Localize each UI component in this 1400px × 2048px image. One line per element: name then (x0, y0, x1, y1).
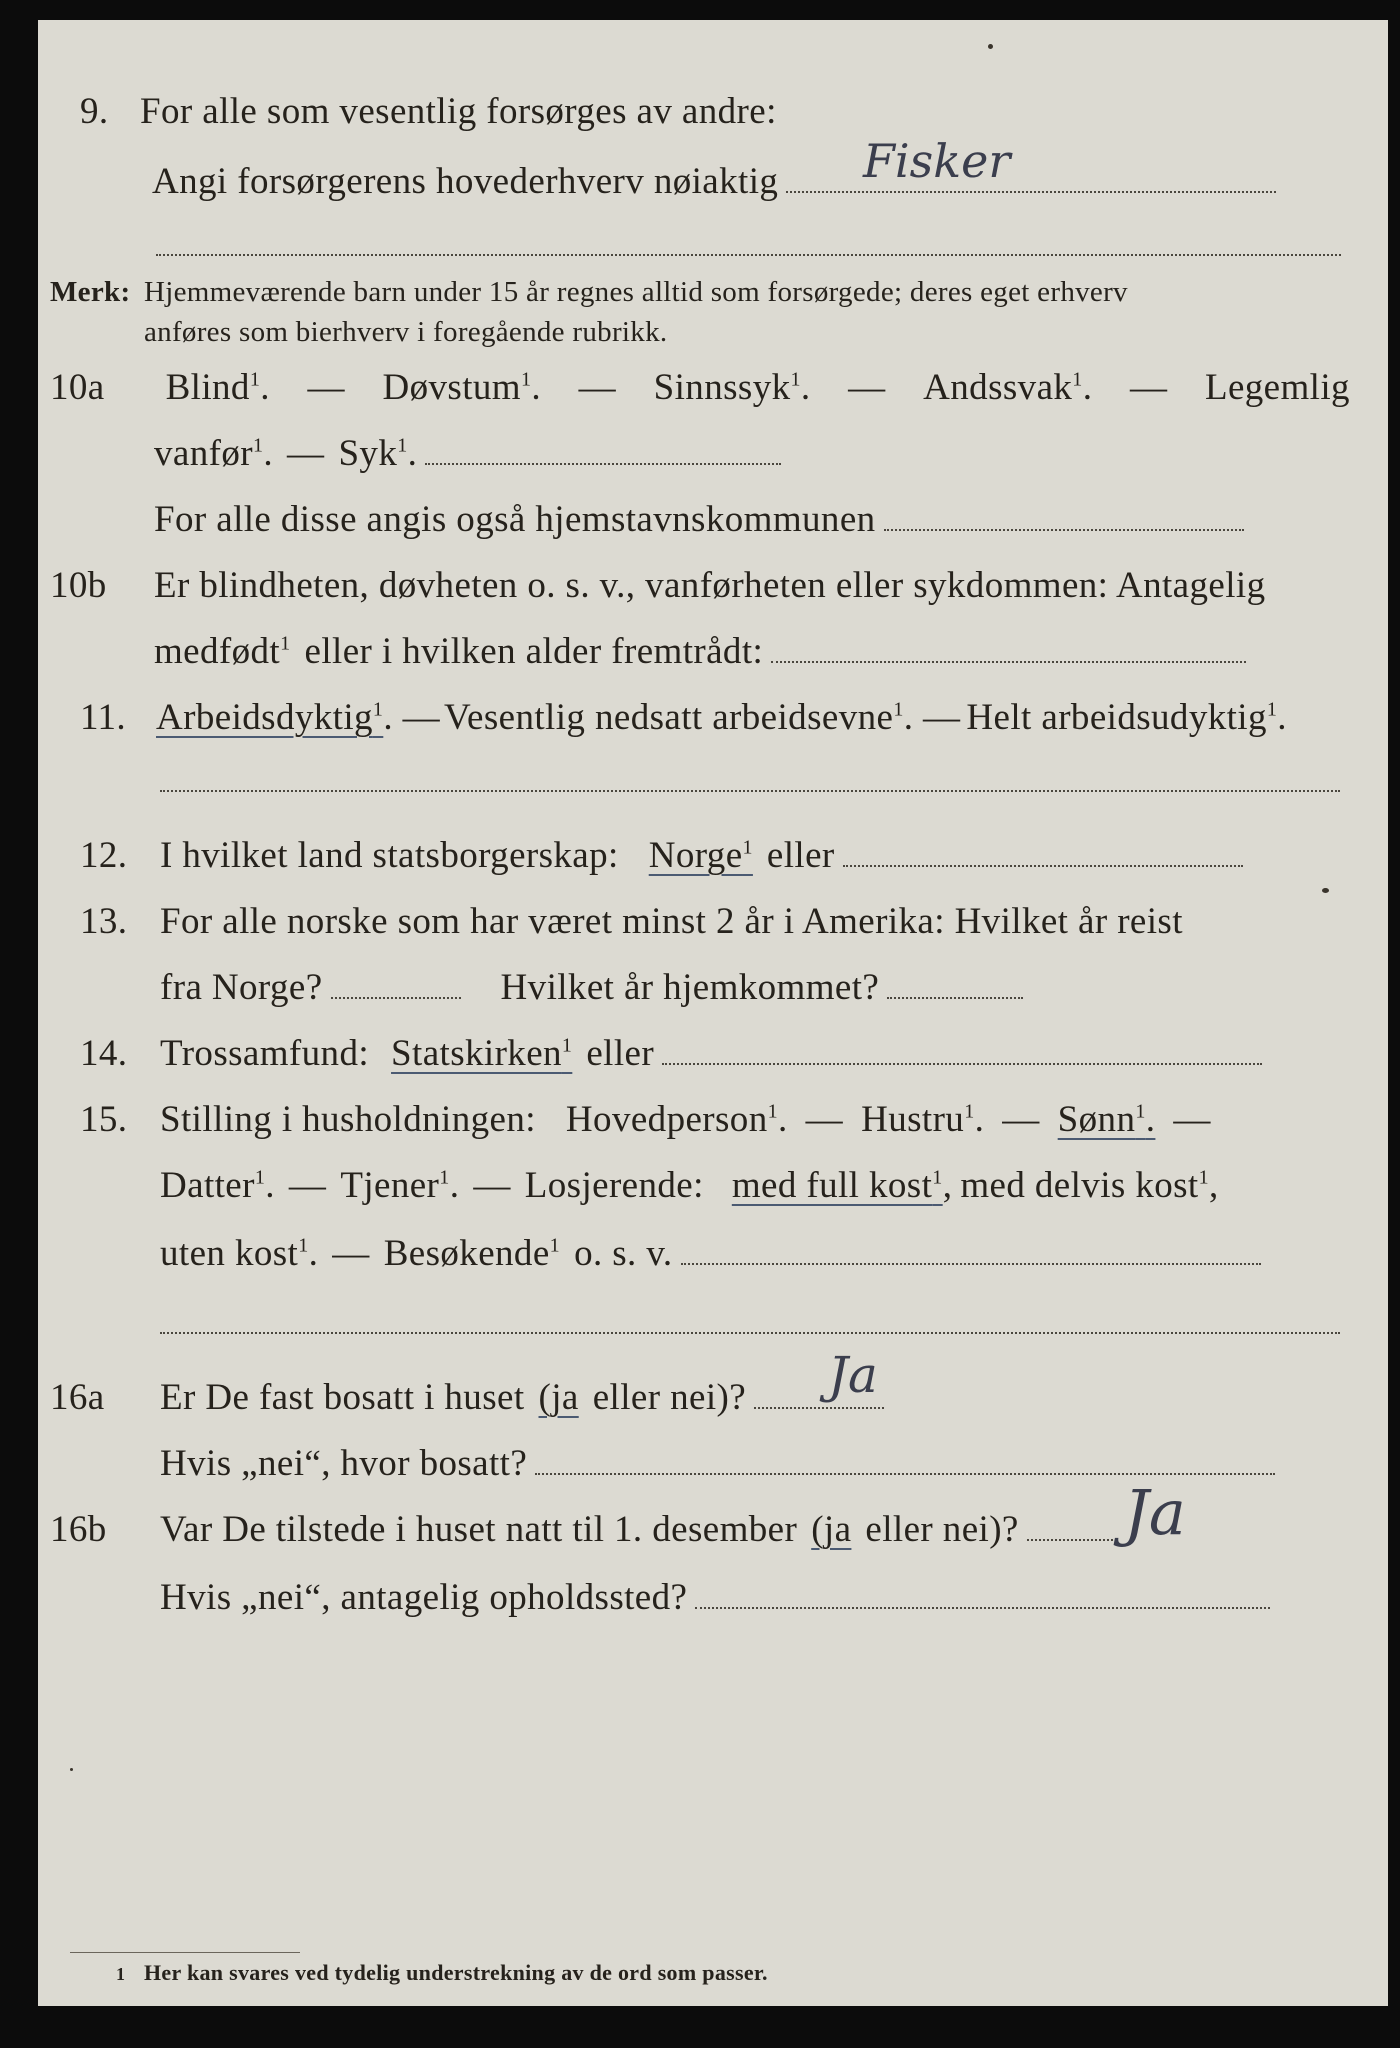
q9-line2 (152, 160, 1276, 203)
q10a-dash-5: — (287, 433, 325, 474)
footnote (116, 1960, 768, 1986)
q9-question-detail: Angi forsørgerens hovederhverv nøiaktig (152, 161, 779, 202)
q15-extra-line[interactable] (160, 1332, 1340, 1334)
q10b-medfodt: medfødt$^1$ (154, 631, 291, 672)
q10a-hjemstavn-line[interactable] (884, 529, 1244, 531)
q11-udyktig: Helt arbeidsudyktig$^1$. (966, 697, 1287, 738)
q10a-dash-3: — (848, 367, 886, 408)
q15-dash-3: — (1173, 1099, 1211, 1140)
q16a-hvor-bosatt: Hvis „nei“, hvor bosatt? (160, 1443, 528, 1484)
q10a-line2 (154, 432, 781, 475)
q15-datter: Datter$^1$. (160, 1165, 275, 1206)
q10a-hjemstavn-question: For alle disse angis også hjemstavnskommunen (154, 499, 876, 540)
q13-reist-line[interactable] (331, 997, 461, 999)
q10b-number: 10b (50, 565, 107, 606)
q14-answer-line[interactable] (662, 1063, 1262, 1065)
q14-number: 14. (80, 1033, 128, 1074)
q16b-eller-nei: eller nei)? (865, 1509, 1019, 1550)
q15-hovedperson: Hovedperson$^1$. (565, 1099, 788, 1140)
q15-hustru: Hustru$^1$. (861, 1099, 985, 1140)
q9-question: For alle som vesentlig forsørges av andre: (140, 91, 777, 132)
q12-eller: eller (766, 835, 835, 876)
q10a-number: 10a (50, 367, 105, 408)
q13-question: For alle norske som har været minst 2 år i Amerika: Hvilket år reist (160, 901, 1183, 942)
merk-line1: Hjemmeværende barn under 15 år regnes alltid som forsørgede; deres eget erhverv (144, 276, 1128, 308)
q14-statskirken-underlined: Statskirken$^1$ (391, 1033, 573, 1074)
census-form-page (38, 20, 1388, 2006)
q15-full-kost-underlined: med full kost$^1$ (731, 1165, 943, 1206)
footnote-mark: 1 (116, 1964, 126, 1984)
q10a-dovstum: Døvstum$^1$. (382, 367, 542, 408)
q15-answer-line[interactable] (681, 1263, 1261, 1265)
q16a-line2 (160, 1442, 1275, 1485)
q16a-line1 (50, 1376, 884, 1419)
q13-hjemkommet-line[interactable] (887, 997, 1023, 999)
q16b-ja-underlined: (ja (811, 1509, 852, 1550)
q15-dash-2: — (1002, 1099, 1040, 1140)
q11-arbeidsdyktig-underlined: Arbeidsdyktig$^1$ (156, 697, 384, 738)
q15-dash-4: — (288, 1165, 327, 1206)
merk-note (50, 272, 1128, 352)
q16a-bosatt-line[interactable] (535, 1473, 1275, 1475)
q10b-alder: eller i hvilken alder fremtrådt: (304, 631, 764, 672)
q16b-line2 (160, 1576, 1270, 1619)
q10a-legemlig: Legemlig (1204, 367, 1350, 408)
q12-answer-line[interactable] (843, 865, 1243, 867)
q12-line (80, 834, 1243, 877)
q16b-answer-line[interactable] (1027, 1539, 1117, 1541)
q11-number: 11. (80, 697, 127, 738)
q10a-andssvak: Andssvak$^1$. (923, 367, 1093, 408)
q15-lead: Stilling i husholdningen: (160, 1099, 536, 1140)
q15-dash-1: — (805, 1099, 844, 1140)
q10a-dash-4: — (1129, 367, 1168, 408)
footnote-text: Her kan svares ved tydelig understrekning av de ord som passer. (144, 1960, 768, 1985)
q10a-answer-line[interactable] (425, 463, 781, 465)
q9-handwritten-answer: Fisker (863, 134, 1011, 188)
q16b-opholdssted-line[interactable] (695, 1607, 1270, 1609)
q9-line1 (80, 90, 777, 133)
q15-dash-6: — (332, 1233, 370, 1274)
q11-extra-line[interactable] (160, 790, 1340, 792)
paper-speck (70, 1768, 73, 1771)
q15-line3 (160, 1232, 1261, 1275)
q15-sonn-underlined: Sønn$^1$. (1057, 1099, 1156, 1140)
q16b-opholdssted: Hvis „nei“, antagelig opholdssted? (160, 1577, 688, 1618)
q10b-question: Er blindheten, døvheten o. s. v., vanførheten eller sykdommen: Antagelig (154, 565, 1266, 606)
q9-answer-line[interactable] (786, 191, 1276, 193)
q11-line: 11. Arbeidsdyktig$^1$ . — Vesentlig nedsatt arbeidsevne$^1$ . — Helt arbeidsudyktig$^1$. (80, 697, 1287, 738)
footnote-rule (70, 1952, 300, 1953)
merk-label: Merk: (50, 276, 131, 308)
q15-number: 15. (80, 1099, 128, 1140)
q15-line1 (80, 1098, 1342, 1141)
q10a-syk: Syk$^1$. (338, 433, 418, 474)
q15-delvis-kost: med delvis kost$^1$, (960, 1165, 1219, 1206)
q10a-sinnssyk: Sinnssyk$^1$. (653, 367, 811, 408)
q10b-line1 (50, 564, 1265, 607)
q16a-handwritten-answer: Ja (828, 1346, 878, 1404)
q16b-question: Var De tilstede i huset natt til 1. desember (160, 1509, 798, 1550)
q15-losjerende: Losjerende: (524, 1165, 704, 1206)
q10a-line3 (154, 498, 1244, 541)
q15-line2: Datter$^1$. — Tjener$^1$. — Losjerende: med full kost$^1$ , med delvis kost$^1$, (160, 1165, 1219, 1206)
q16a-eller-nei: eller nei)? (592, 1377, 747, 1418)
q9-extra-line[interactable] (156, 254, 1341, 256)
q12-question: I hvilket land statsborgerskap: (160, 835, 619, 876)
q13-line1 (80, 900, 1183, 943)
q13-line2 (160, 966, 1023, 1009)
q14-question: Trossamfund: (160, 1033, 370, 1074)
q16a-number: 16a (50, 1377, 105, 1418)
q14-eller: eller (586, 1033, 655, 1074)
q16a-question: Er De fast bosatt i huset (160, 1377, 525, 1418)
q15-uten-kost: uten kost$^1$. (160, 1233, 319, 1274)
q13-number: 13. (80, 901, 128, 942)
q13-hjemkommet: Hvilket år hjemkommet? (500, 967, 880, 1008)
q12-number: 12. (80, 835, 128, 876)
q14-line (80, 1032, 1262, 1075)
q10b-line2 (154, 630, 1246, 673)
q9-number: 9. (80, 91, 109, 132)
q10b-answer-line[interactable] (771, 661, 1246, 663)
q16b-handwritten-answer: Ja (1124, 1476, 1186, 1549)
q10a-dash-1: — (307, 367, 345, 408)
q11-nedsatt: Vesentlig nedsatt arbeidsevne$^1$ (444, 697, 904, 738)
q10a-dash-2: — (578, 367, 617, 408)
q13-reist: fra Norge? (160, 967, 323, 1008)
q16a-answer-line[interactable] (754, 1407, 884, 1409)
q12-norge-underlined: Norge$^1$ (648, 835, 753, 876)
paper-speck (1322, 888, 1329, 893)
q15-osv: o. s. v. (574, 1233, 673, 1274)
q15-tjener: Tjener$^1$. (340, 1165, 460, 1206)
q10a-blind: Blind$^1$. (165, 367, 270, 408)
q15-dash-5: — (473, 1165, 511, 1206)
q10a-line1 (50, 366, 1350, 409)
merk-line2: anføres som bierhverv i foregående rubrikk. (144, 316, 668, 348)
paper-speck (988, 44, 993, 49)
q16a-ja-underlined: (ja (538, 1377, 579, 1418)
q10a-vanfor: vanfør$^1$. (154, 433, 274, 474)
q16b-number: 16b (50, 1509, 107, 1550)
q16b-line1 (50, 1508, 1117, 1551)
q15-besokende: Besøkende$^1$ (383, 1233, 561, 1274)
